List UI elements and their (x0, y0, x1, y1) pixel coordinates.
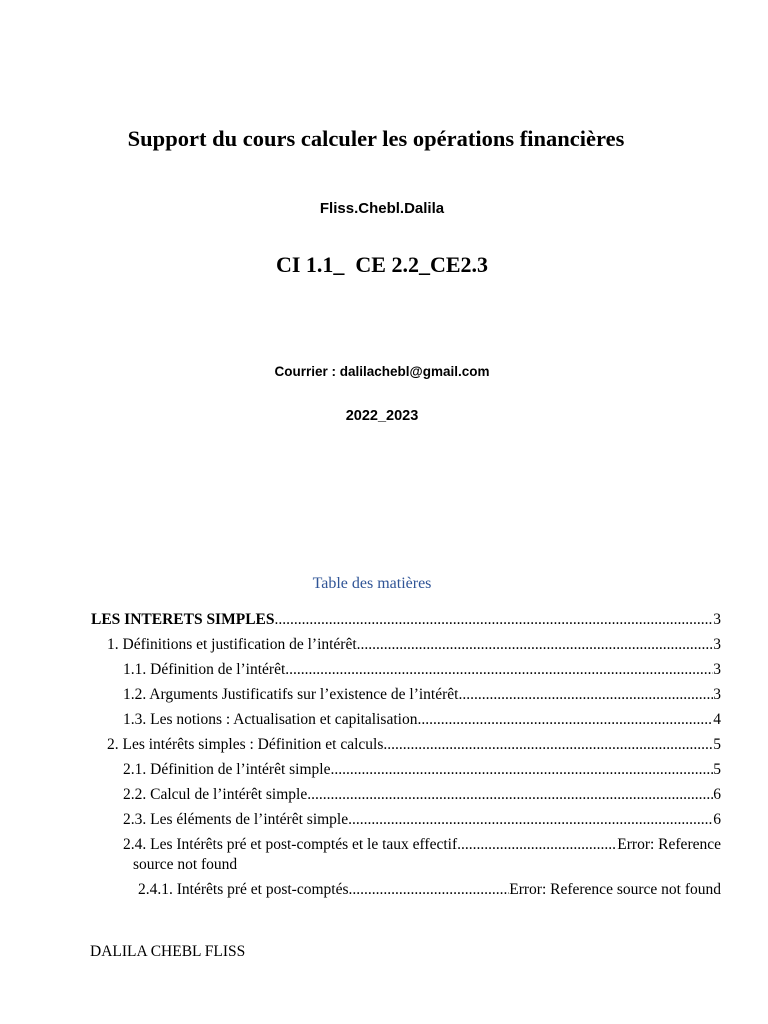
toc-entry[interactable] (123, 810, 721, 830)
toc-entry[interactable] (123, 785, 721, 805)
toc-leader (457, 835, 617, 855)
toc-entry-page: 3 (713, 661, 721, 678)
toc-leader (383, 735, 713, 755)
toc-entry-text: 2.1. Définition de l’intérêt simple (123, 761, 331, 778)
author-name: Fliss.Chebl.Dalila (319, 200, 445, 217)
footer-author: DALILA CHEBL FLISS (90, 943, 246, 960)
toc-heading: Table des matières (312, 575, 432, 592)
toc-leader (275, 610, 714, 630)
toc-entry-page: 6 (713, 786, 721, 803)
toc-entry[interactable] (91, 610, 721, 630)
document-title: Support du cours calculer les opérations financières (127, 126, 625, 151)
toc-leader (417, 710, 713, 730)
toc-entry-page: 4 (713, 711, 721, 728)
toc-leader (285, 660, 713, 680)
toc-leader (348, 880, 509, 900)
toc-entry[interactable] (123, 660, 721, 680)
toc-entry-text: 1.2. Arguments Justificatifs sur l’existence de l’intérêt (123, 686, 459, 703)
toc-entry-page: 3 (713, 611, 721, 628)
toc-entry[interactable] (138, 880, 721, 900)
toc-entry-page: 3 (713, 686, 721, 703)
toc-entry-text: 2.3. Les éléments de l’intérêt simple (123, 811, 349, 828)
toc-entry-text: 2. Les intérêts simples : Définition et calculs (107, 736, 384, 753)
toc-entry[interactable] (107, 735, 721, 755)
course-codes: CI 1.1_ CE 2.2_CE2.3 (275, 252, 489, 277)
toc-entry-page: 6 (713, 811, 721, 828)
toc-entry[interactable] (123, 710, 721, 730)
academic-year: 2022_2023 (345, 408, 419, 424)
toc-entry[interactable] (123, 760, 721, 780)
toc-entry-page: 3 (713, 636, 721, 653)
toc-entry-text: 1.1. Définition de l’intérêt (123, 661, 286, 678)
contact-email: Courrier : dalilachebl@gmail.com (274, 364, 490, 379)
toc-entry-text: 1.3. Les notions : Actualisation et capitalisation (123, 711, 418, 728)
toc-entry-page: Error: Reference source not found (509, 881, 721, 898)
toc-leader (307, 785, 713, 805)
toc-leader (330, 760, 713, 780)
toc-entry-text: 1. Définitions et justification de l’intérêt (107, 636, 357, 653)
toc-entry-text: 2.2. Calcul de l’intérêt simple (123, 786, 308, 803)
toc-entry-page: Error: Reference (617, 836, 721, 853)
toc-entry[interactable] (123, 835, 721, 875)
toc-leader (458, 685, 713, 705)
toc-entry-text: 2.4. Les Intérêts pré et post-comptés et le taux effectif (123, 836, 458, 853)
toc-entry[interactable] (107, 635, 721, 655)
toc-entry-page-continued: source not found (133, 856, 238, 873)
toc-entry-text: 2.4.1. Intérêts pré et post-comptés (138, 881, 349, 898)
toc-entry-text: LES INTERETS SIMPLES (91, 611, 275, 628)
toc-entry[interactable] (123, 685, 721, 705)
toc-entry-page: 5 (713, 736, 721, 753)
toc-leader (348, 810, 713, 830)
toc-entry-page: 5 (713, 761, 721, 778)
toc-leader (357, 635, 714, 655)
